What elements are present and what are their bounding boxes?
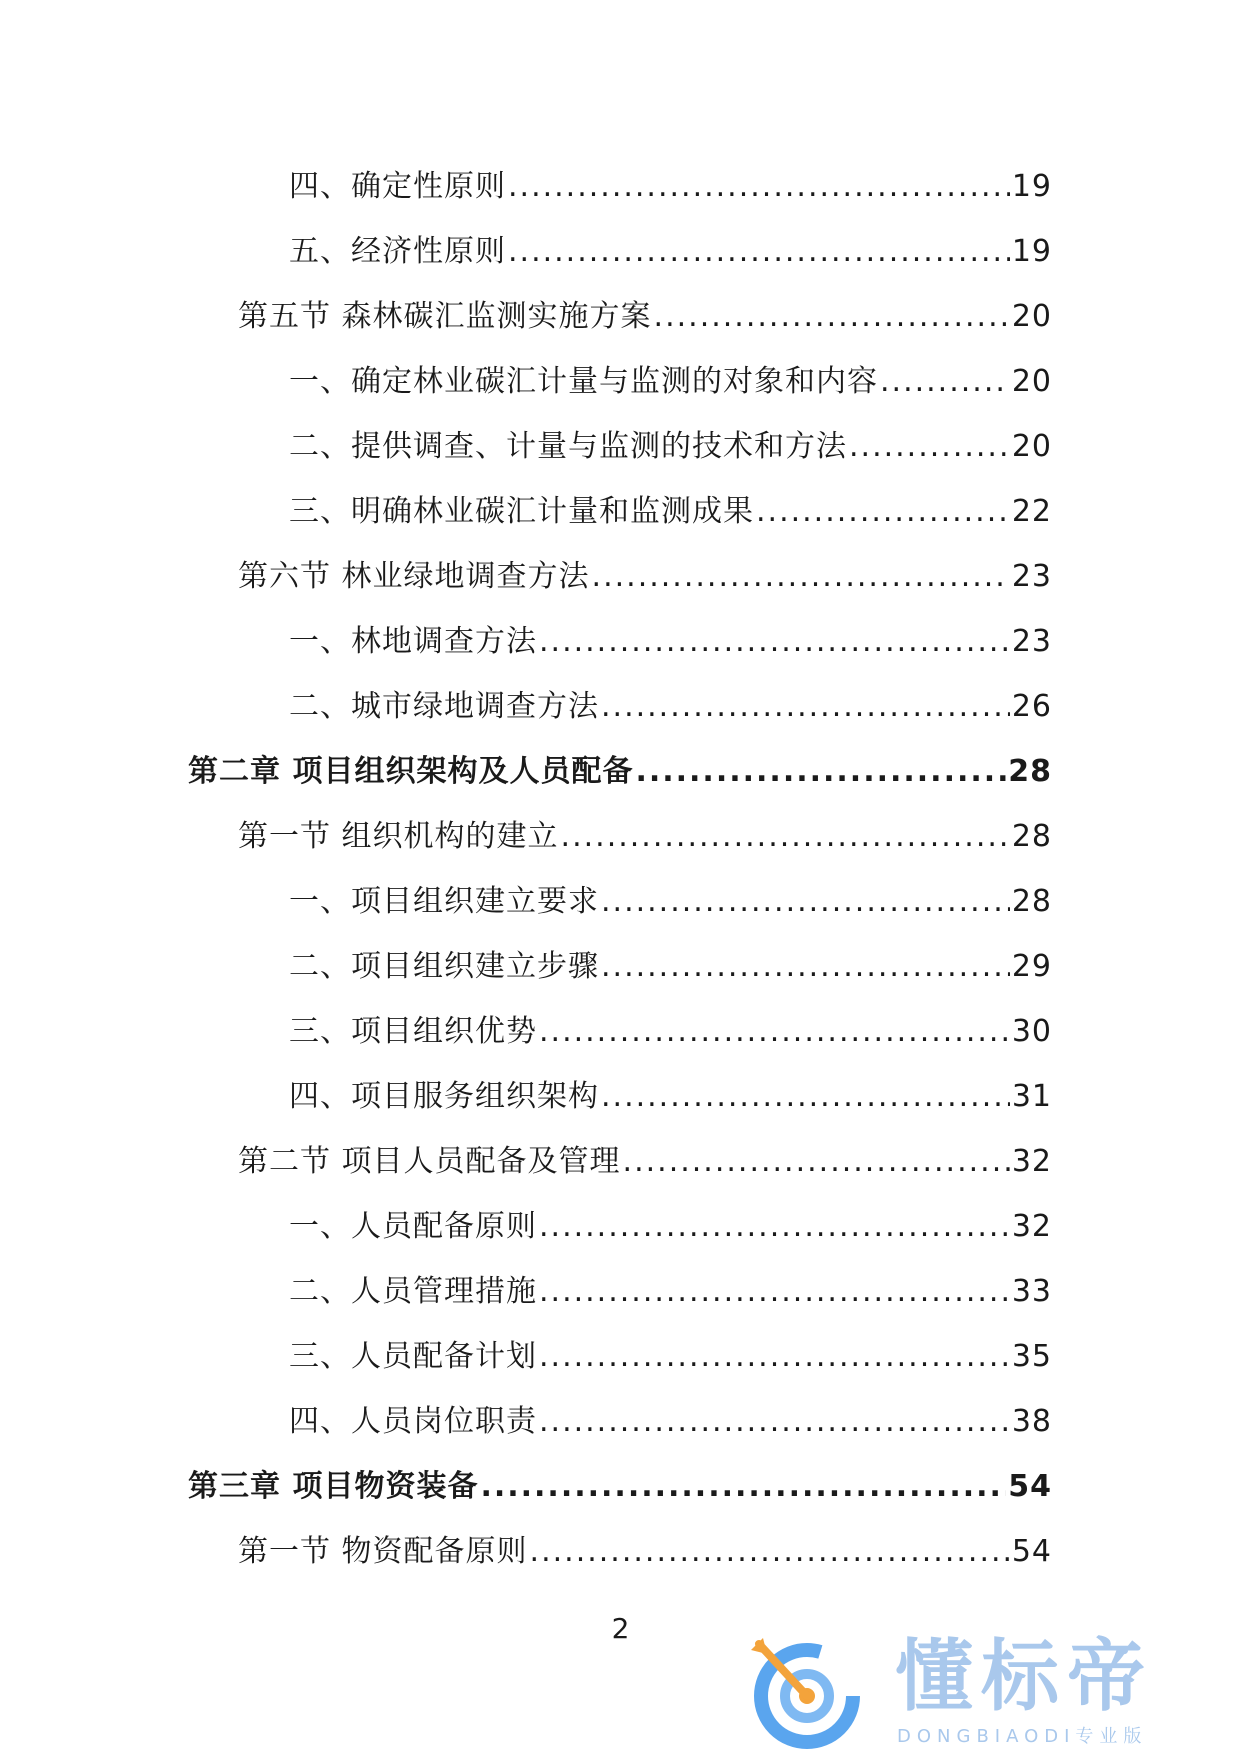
toc-entry[interactable] bbox=[238, 1532, 1052, 1572]
toc-entry-title: 二、人员管理措施 bbox=[289, 1274, 537, 1309]
toc-entry[interactable] bbox=[289, 1012, 1052, 1052]
toc-leader-dots bbox=[539, 1207, 1010, 1247]
toc-entry-page: 29 bbox=[1011, 949, 1052, 984]
toc-entry-page: 22 bbox=[1011, 494, 1052, 529]
toc-entry-title: 第二章 项目组织架构及人员配备 bbox=[188, 754, 634, 789]
toc-entry-title: 一、林地调查方法 bbox=[289, 624, 537, 659]
toc-entry[interactable] bbox=[238, 297, 1052, 337]
toc-entry[interactable] bbox=[289, 1402, 1052, 1442]
watermark-brand: 懂标帝 bbox=[895, 1632, 1154, 1722]
toc-entry[interactable] bbox=[289, 1207, 1052, 1247]
toc-leader-dots bbox=[601, 687, 1010, 727]
toc-entry-page: 35 bbox=[1011, 1339, 1052, 1374]
toc-leader-dots bbox=[601, 947, 1010, 987]
toc-leader-dots bbox=[623, 1142, 1010, 1182]
toc-entry[interactable] bbox=[289, 1337, 1052, 1377]
toc-entry-title: 二、提供调查、计量与监测的技术和方法 bbox=[289, 429, 847, 464]
toc-leader-dots bbox=[849, 427, 1010, 467]
toc-entry-page: 20 bbox=[1011, 299, 1052, 334]
toc-entry-title: 第一节 物资配备原则 bbox=[238, 1534, 528, 1569]
toc-entry[interactable] bbox=[238, 817, 1052, 857]
toc-leader-dots bbox=[601, 882, 1010, 922]
toc-entry-title: 二、城市绿地调查方法 bbox=[289, 689, 599, 724]
toc-leader-dots bbox=[539, 1337, 1010, 1377]
toc-leader-dots bbox=[480, 1467, 1006, 1507]
toc-entry-page: 23 bbox=[1011, 559, 1052, 594]
toc-entry-page: 32 bbox=[1011, 1144, 1052, 1179]
toc-leader-dots bbox=[880, 362, 1010, 402]
toc-entry-title: 四、人员岗位职责 bbox=[289, 1404, 537, 1439]
toc-entry-page: 28 bbox=[1011, 819, 1052, 854]
toc-entry[interactable] bbox=[289, 167, 1052, 207]
toc-leader-dots bbox=[561, 817, 1010, 857]
toc-entry-page: 28 bbox=[1008, 754, 1052, 789]
toc-entry[interactable] bbox=[289, 1077, 1052, 1117]
toc-leader-dots bbox=[539, 622, 1010, 662]
toc-entry-title: 第二节 项目人员配备及管理 bbox=[238, 1144, 621, 1179]
toc-entry-page: 28 bbox=[1011, 884, 1052, 919]
toc-entry-title: 四、项目服务组织架构 bbox=[289, 1079, 599, 1114]
toc-entry[interactable] bbox=[289, 1272, 1052, 1312]
toc-entry-page: 20 bbox=[1011, 364, 1052, 399]
toc-entry-title: 四、确定性原则 bbox=[289, 169, 506, 204]
toc-leader-dots bbox=[539, 1402, 1010, 1442]
toc-entry-title: 第六节 林业绿地调查方法 bbox=[238, 559, 590, 594]
toc-entry[interactable] bbox=[289, 427, 1052, 467]
toc-entry-chapter[interactable] bbox=[188, 752, 1052, 792]
toc-entry[interactable] bbox=[289, 492, 1052, 532]
toc-leader-dots bbox=[539, 1012, 1010, 1052]
toc-entry-title: 一、人员配备原则 bbox=[289, 1209, 537, 1244]
toc-entry-page: 32 bbox=[1011, 1209, 1052, 1244]
toc-entry-page: 19 bbox=[1011, 234, 1052, 269]
toc-entry-title: 五、经济性原则 bbox=[289, 234, 506, 269]
toc-entry-page: 19 bbox=[1011, 169, 1052, 204]
toc-entry-title: 三、明确林业碳汇计量和监测成果 bbox=[289, 494, 754, 529]
target-logo-icon bbox=[745, 1630, 865, 1750]
toc-entry-page: 30 bbox=[1011, 1014, 1052, 1049]
toc-entry[interactable] bbox=[238, 1142, 1052, 1182]
toc-entry-title: 一、项目组织建立要求 bbox=[289, 884, 599, 919]
watermark bbox=[745, 1630, 1215, 1750]
toc-entry-page: 23 bbox=[1011, 624, 1052, 659]
toc-entry-chapter[interactable] bbox=[188, 1467, 1052, 1507]
toc-entry-title: 第三章 项目物资装备 bbox=[188, 1469, 479, 1504]
toc-entry-title: 二、项目组织建立步骤 bbox=[289, 949, 599, 984]
toc-leader-dots bbox=[508, 232, 1010, 272]
toc-entry[interactable] bbox=[289, 622, 1052, 662]
toc-leader-dots bbox=[756, 492, 1010, 532]
watermark-subtitle: DONGBIAODI专业版 bbox=[897, 1726, 1148, 1747]
toc-entry-title: 第一节 组织机构的建立 bbox=[238, 819, 559, 854]
toc-leader-dots bbox=[530, 1532, 1010, 1572]
toc-entry-page: 31 bbox=[1011, 1079, 1052, 1114]
toc-entry-page: 20 bbox=[1011, 429, 1052, 464]
toc-entry-page: 33 bbox=[1011, 1274, 1052, 1309]
toc-entry-page: 38 bbox=[1011, 1404, 1052, 1439]
toc-entry-title: 第五节 森林碳汇监测实施方案 bbox=[238, 299, 652, 334]
toc-entry-title: 一、确定林业碳汇计量与监测的对象和内容 bbox=[289, 364, 878, 399]
toc-leader-dots bbox=[654, 297, 1010, 337]
toc-leader-dots bbox=[539, 1272, 1010, 1312]
toc-entry[interactable] bbox=[289, 362, 1052, 402]
toc-leader-dots bbox=[635, 752, 1006, 792]
toc-entry-page: 26 bbox=[1011, 689, 1052, 724]
toc-entry-page: 54 bbox=[1011, 1534, 1052, 1569]
toc-entry[interactable] bbox=[289, 232, 1052, 272]
page-number: 2 bbox=[611, 1612, 630, 1645]
toc-leader-dots bbox=[508, 167, 1010, 207]
toc-entry-title: 三、项目组织优势 bbox=[289, 1014, 537, 1049]
toc-entry[interactable] bbox=[289, 687, 1052, 727]
toc-entry[interactable] bbox=[238, 557, 1052, 597]
toc-entry[interactable] bbox=[289, 882, 1052, 922]
toc-entry-title: 三、人员配备计划 bbox=[289, 1339, 537, 1374]
toc-entry[interactable] bbox=[289, 947, 1052, 987]
toc-leader-dots bbox=[601, 1077, 1010, 1117]
toc-entry-page: 54 bbox=[1008, 1469, 1052, 1504]
toc-leader-dots bbox=[592, 557, 1010, 597]
